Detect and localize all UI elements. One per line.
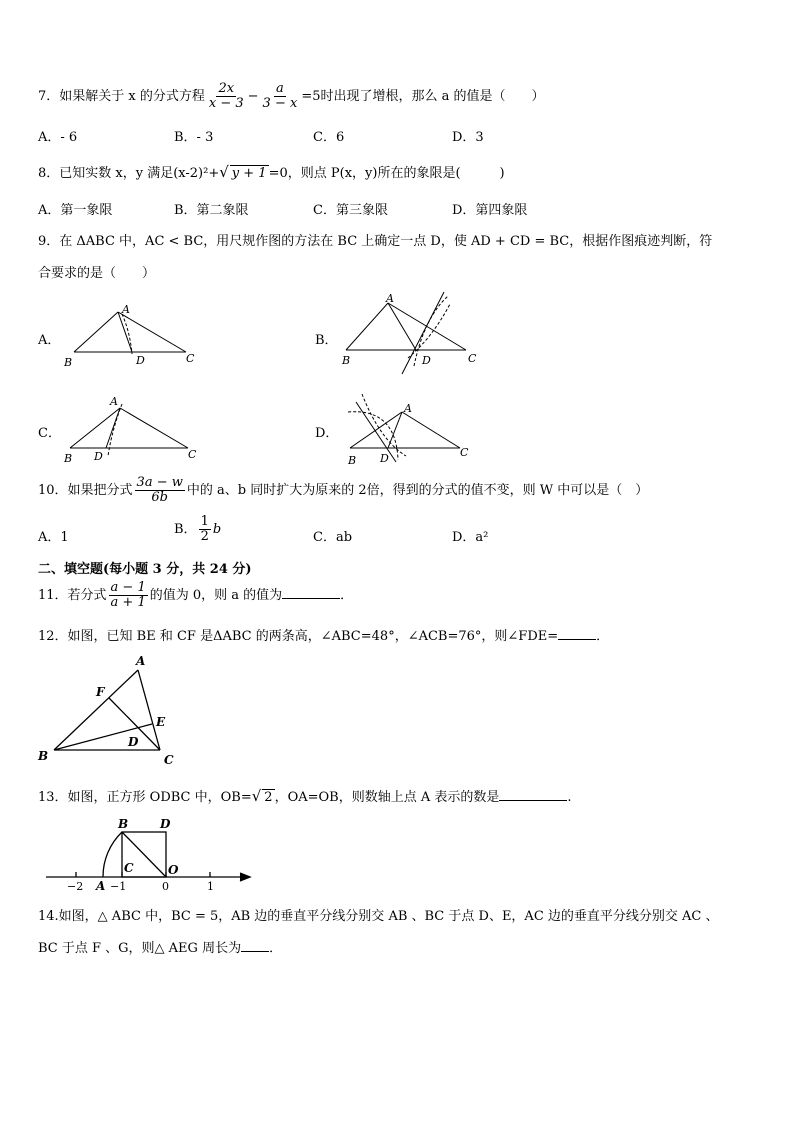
q8-option-a[interactable]: A．第一象限: [38, 203, 113, 218]
q12-figure: [32, 650, 182, 768]
q7-option-b[interactable]: B．- 3: [174, 130, 214, 145]
svg-text:D: D: [136, 354, 145, 367]
q9-option-a-label[interactable]: A．: [38, 333, 61, 348]
q8-option-d[interactable]: D．第四象限: [452, 203, 528, 218]
q14-answer-blank[interactable]: [241, 951, 269, 952]
svg-text:B: B: [342, 354, 351, 367]
q11-fraction: $\frac{a - 1}{a + 1}$: [110, 580, 146, 610]
q9-option-c-label[interactable]: C．: [38, 426, 61, 441]
q12-label-e: E: [156, 715, 166, 729]
section-title: 二、填空题(每小题 3 分，共 24 分): [38, 562, 252, 577]
q10-stem: 10．如果把分式 $\frac{3a - w}{6b}$ 中的 a、b 同时扩大为原来的 2倍，得到的分式的值不变，则 W 中可以是（ ）: [38, 475, 649, 505]
q12-label-a: A: [136, 654, 146, 668]
q8-option-c[interactable]: C．第三象限: [313, 203, 388, 218]
svg-text:A: A: [122, 303, 130, 316]
svg-text:B: B: [64, 452, 73, 465]
q12-label-c: C: [164, 753, 174, 767]
svg-text:B: B: [64, 356, 73, 369]
svg-text:−2: −2: [67, 880, 84, 893]
q13-sqrt: 2: [264, 790, 273, 805]
q8-option-b[interactable]: B．第二象限: [174, 203, 249, 218]
q7-fraction-1: $\frac{2x}{x - 3}$: [208, 81, 244, 111]
svg-text:B: B: [118, 817, 129, 831]
q7-option-c[interactable]: C．6: [313, 130, 345, 145]
svg-text:1: 1: [207, 880, 214, 893]
q9-option-d-label[interactable]: D．: [315, 426, 339, 441]
q8-stem: 8．已知实数 x，y 满足(x-2)²+√ y + 1 =0，则点 P(x，y)所在的象限是( ): [38, 163, 505, 181]
q11-answer-blank[interactable]: [282, 598, 340, 599]
svg-text:C: C: [186, 352, 195, 365]
q12-answer-blank[interactable]: [558, 639, 596, 640]
q14-line-1: 14.如图，△ ABC 中，BC = 5，AB 边的垂直平分线分别交 AB 、BC 于点 D、E，AC 边的垂直平分线分别交 AC 、: [38, 909, 719, 924]
q9-figure-b: [336, 288, 486, 378]
svg-text:C: C: [460, 446, 469, 459]
q10-fraction: $\frac{3a - w}{6b}$: [136, 475, 183, 505]
svg-text:0: 0: [162, 880, 169, 893]
q7-stem: 7．如果解关于 x 的分式方程 $\frac{2x}{x - 3}$ − $\frac{a}{3 - x}$ =5时出现了增根，那么 a 的值是（ ）: [38, 81, 545, 111]
svg-text:D: D: [160, 817, 171, 831]
q12-label-d: D: [128, 735, 139, 749]
q9-line-2: 合要求的是（ ）: [38, 266, 156, 281]
svg-text:C: C: [468, 352, 477, 365]
q10-option-c[interactable]: C．ab: [313, 530, 353, 545]
q13-answer-blank[interactable]: [499, 800, 567, 801]
q9-figure-d: [336, 390, 486, 470]
q13-stem: 13．如图，正方形 ODBC 中，OB=√ 2 ，OA=OB，则数轴上点 A 表示的数是 .: [38, 787, 572, 805]
svg-text:A: A: [110, 395, 118, 408]
q9-figure-c: [58, 394, 208, 468]
q7-post: =5时出现了增根，那么 a 的值是（ ）: [301, 89, 545, 104]
q12-stem: 12．如图，已知 BE 和 CF 是ΔABC 的两条高，∠ABC=48°，∠ACB=76°，则∠FDE= ．: [38, 629, 610, 644]
q9-figure-a: [60, 298, 210, 370]
svg-text:C: C: [124, 861, 134, 875]
q10-option-a[interactable]: A．1: [38, 530, 69, 545]
q12-label-f: F: [96, 685, 105, 699]
svg-text:D: D: [94, 450, 103, 463]
q10-option-d[interactable]: D．a²: [452, 530, 489, 545]
q8-sqrt: y + 1: [231, 166, 267, 181]
q12-label-b: B: [38, 749, 49, 763]
q14-line-2: BC 于点 F 、G，则△ AEG 周长为 ．: [38, 941, 283, 956]
q11-stem: 11．若分式 $\frac{a - 1}{a + 1}$ 的值为 0，则 a 的值为 ．: [38, 580, 354, 610]
q7-option-d[interactable]: D．3: [452, 130, 484, 145]
svg-text:−1: −1: [110, 880, 127, 893]
q7-pre: 7．如果解关于 x 的分式方程: [38, 89, 205, 104]
svg-text:D: D: [380, 452, 389, 465]
q13-figure: [40, 814, 260, 894]
q7-option-a[interactable]: A．- 6: [38, 130, 78, 145]
svg-text:D: D: [422, 354, 431, 367]
q9-line-1: 9．在 ΔABC 中，AC < BC，用尺规作图的方法在 BC 上确定一点 D，使 AD + CD = BC，根据作图痕迹判断，符: [38, 234, 713, 249]
q10-option-b[interactable]: B． $\frac{1}{2}$ b: [174, 514, 222, 544]
q7-fraction-2: $\frac{a}{3 - x}$: [262, 81, 298, 111]
svg-text:C: C: [188, 448, 197, 461]
q9-option-b-label[interactable]: B．: [315, 333, 338, 348]
svg-text:A: A: [404, 402, 412, 415]
svg-text:A: A: [96, 879, 106, 893]
svg-text:B: B: [348, 454, 357, 467]
svg-text:O: O: [168, 863, 179, 877]
svg-text:A: A: [386, 292, 394, 305]
